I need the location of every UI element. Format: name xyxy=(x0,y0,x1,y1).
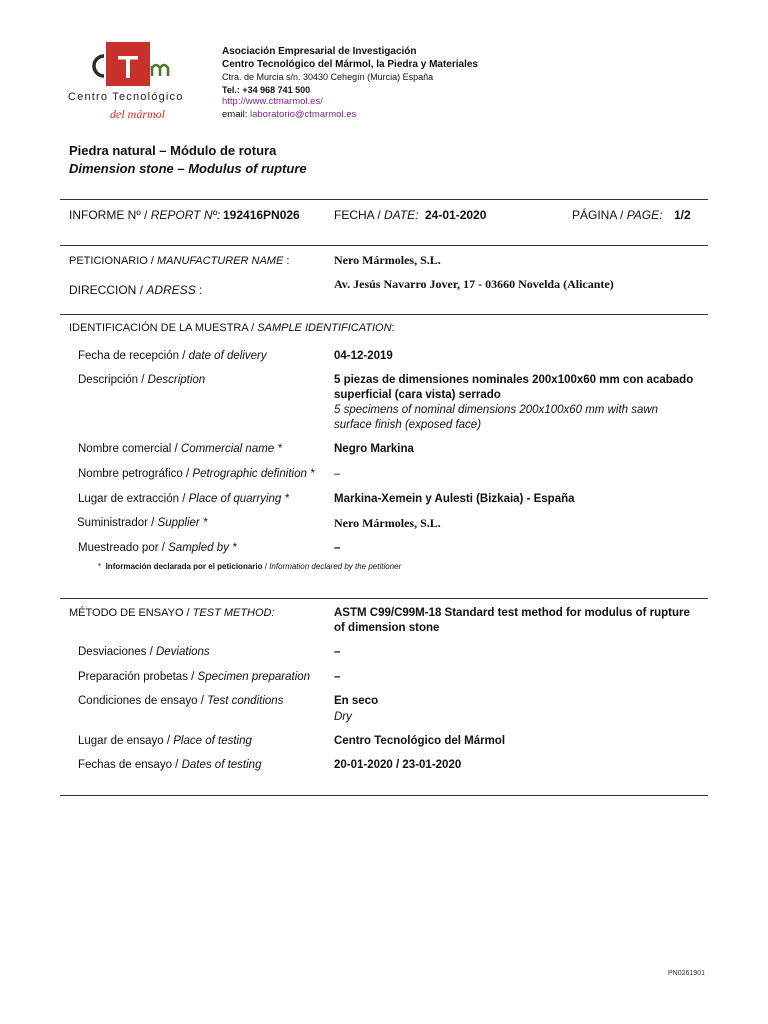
page-label: PÁGINA / PAGE: xyxy=(572,208,663,222)
deviations-value: – xyxy=(334,646,341,658)
description-value-es-1: 5 piezas de dimensiones nominales 200x100x60 mm con acabado xyxy=(334,374,694,386)
org-address: Ctra. de Murcia s/n. 30430 Cehegín (Murcia) España xyxy=(222,72,434,82)
quarrying-value: Markina-Xemein y Aulesti (Bizkaia) - España xyxy=(334,493,575,505)
place-of-testing-value: Centro Tecnológico del Mármol xyxy=(334,735,506,747)
specimen-prep-label: Preparación probetas / Specimen preparation xyxy=(78,671,311,683)
sampled-by-label: Muestreado por / Sampled by * xyxy=(78,542,237,554)
commercial-name-value: Negro Markina xyxy=(334,443,414,455)
petitioner-value: Nero Mármoles, S.L. xyxy=(334,253,441,267)
description-value-en-1: 5 specimens of nominal dimensions 200x100x60 mm with sawn xyxy=(334,404,659,416)
dates-of-testing-value: 20-01-2020 / 23-01-2020 xyxy=(334,759,462,771)
org-website-link[interactable]: http://www.ctmarmol.es/ xyxy=(222,96,323,107)
petrographic-value: – xyxy=(334,468,341,480)
petitioner-label: PETICIONARIO / MANUFACTURER NAME : xyxy=(69,255,290,267)
org-name-1: Asociación Empresarial de Investigación xyxy=(222,46,417,57)
report-date: 24-01-2020 xyxy=(425,208,487,222)
date-label: FECHA / DATE: xyxy=(334,208,419,222)
footer-code: PN0261901 xyxy=(668,970,705,977)
title-es: Piedra natural – Módulo de rotura xyxy=(69,143,277,158)
delivery-date-value: 04-12-2019 xyxy=(334,350,393,362)
org-header xyxy=(222,46,478,121)
logo-line1: Centro Tecnológico xyxy=(68,91,184,103)
footnote: * Información declarada por el peticionario / Information declared by the petitioner xyxy=(98,562,402,571)
description-value-en-2: surface finish (exposed face) xyxy=(334,419,482,431)
test-method-label: MÉTODO DE ENSAYO / TEST METHOD: xyxy=(69,607,275,619)
quarrying-label: Lugar de extracción / Place of quarrying * xyxy=(78,493,289,505)
test-method-value-2: of dimension stone xyxy=(334,622,440,634)
org-email-line xyxy=(222,109,478,122)
org-email-link[interactable]: laboratorio@ctmarmol.es xyxy=(249,108,357,120)
supplier-value: Nero Mármoles, S.L. xyxy=(334,516,441,530)
org-phone: Tel.: +34 968 741 500 xyxy=(222,84,311,95)
logo-line2: del mármol xyxy=(110,107,165,121)
description-label: Descripción / Description xyxy=(78,374,206,386)
report-number-label: INFORME Nº / REPORT Nº: xyxy=(69,208,221,222)
test-method-value-1: ASTM C99/C99M-18 Standard test method for modulus of rupture xyxy=(334,607,690,619)
test-conditions-value: En seco xyxy=(334,695,379,707)
test-conditions-label: Condiciones de ensayo / Test conditions xyxy=(78,695,284,707)
commercial-name-label: Nombre comercial / Commercial name * xyxy=(78,443,282,455)
description-value-es-2: superficial (cara vista) serrado xyxy=(334,389,501,401)
divider xyxy=(60,598,708,599)
deviations-label: Desviaciones / Deviations xyxy=(78,646,210,658)
dates-of-testing-label: Fechas de ensayo / Dates of testing xyxy=(78,759,262,771)
test-conditions-value-en: Dry xyxy=(334,711,352,723)
place-of-testing-label: Lugar de ensayo / Place of testing xyxy=(78,735,252,747)
title-en: Dimension stone – Modulus of rupture xyxy=(69,161,307,176)
address-label: DIRECCION / ADRESS : xyxy=(69,283,203,297)
specimen-prep-value: – xyxy=(334,671,341,683)
ctm-logo xyxy=(66,40,214,124)
email-label: email: xyxy=(222,108,248,120)
petrographic-label: Nombre petrográfico / Petrographic definition * xyxy=(78,468,315,480)
divider xyxy=(60,795,708,796)
divider xyxy=(60,245,708,246)
sample-heading: IDENTIFICACIÓN DE LA MUESTRA / SAMPLE IDENTIFICATION: xyxy=(69,322,395,334)
divider xyxy=(60,199,708,200)
sampled-by-value: – xyxy=(334,542,341,554)
divider xyxy=(60,314,708,315)
page-number: 1/2 xyxy=(674,208,691,222)
address-value: Av. Jesús Navarro Jover, 17 - 03660 Novelda (Alicante) xyxy=(334,277,614,291)
org-name-2: Centro Tecnológico del Mármol, la Piedra y Materiales xyxy=(222,58,478,70)
delivery-date-label: Fecha de recepción / date of delivery xyxy=(78,350,267,362)
supplier-label: Suministrador / Supplier * xyxy=(77,517,208,529)
report-number: 192416PN026 xyxy=(223,208,300,222)
